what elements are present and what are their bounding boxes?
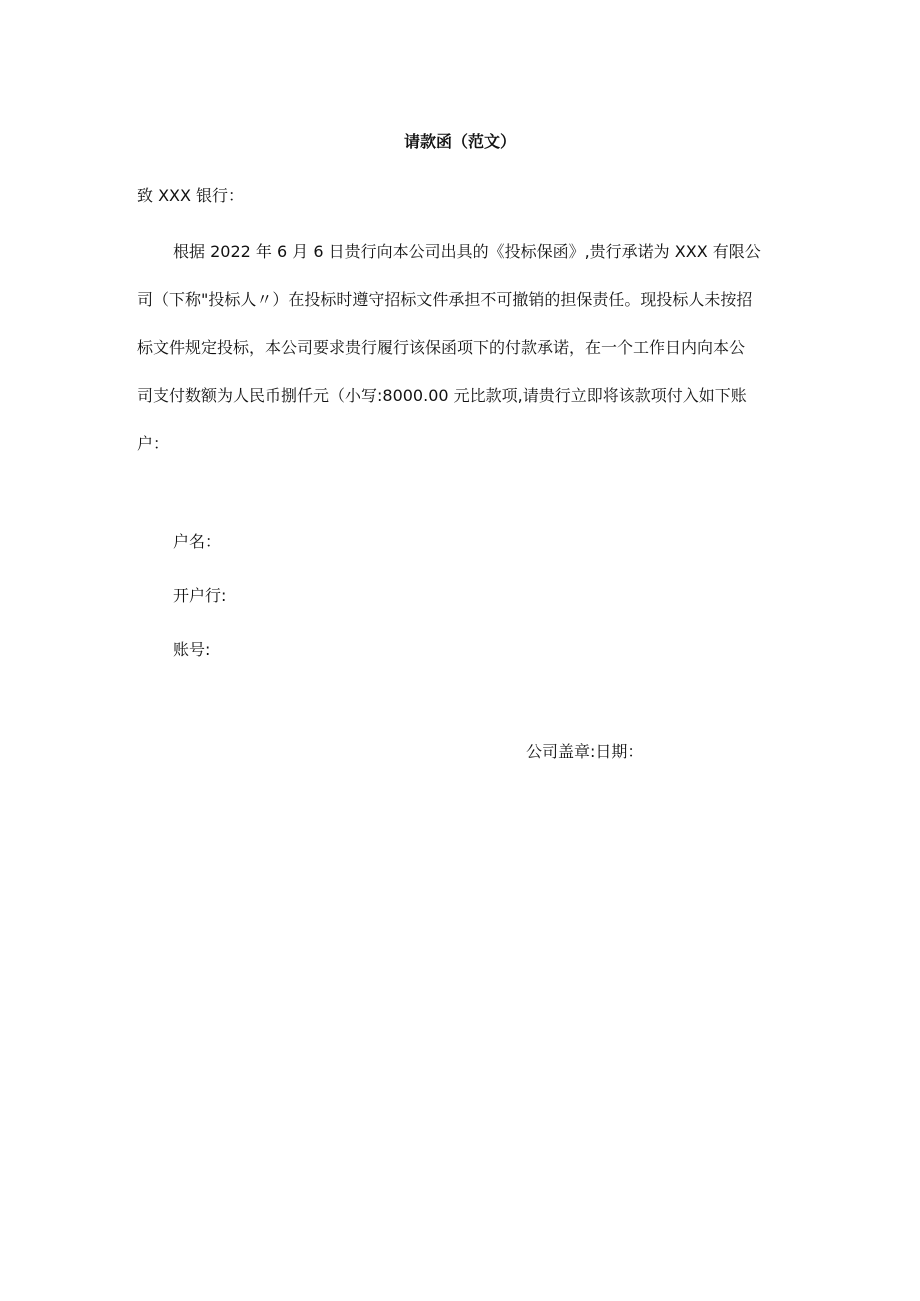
- account-number-label: 账号:: [173, 640, 211, 659]
- salutation: 致 XXX 银行：: [137, 186, 245, 205]
- company-seal-date-line: 公司盖章:日期：: [526, 742, 644, 761]
- bank-label: 开户行:: [173, 586, 227, 605]
- document-title: 请款函（范文）: [403, 132, 516, 151]
- body-line: 户：: [137, 434, 170, 453]
- body-line: 司（下称"投标人〃）在投标时遵守招标文件承担不可撤销的担保责任。现投标人未按招: [137, 290, 753, 309]
- account-name-label: 户名：: [173, 532, 222, 551]
- body-line: 标文件规定投标，本公司要求贵行履行该保函项下的付款承诺，在一个工作日内向本公: [137, 338, 746, 357]
- body-line: 根据 2022 年 6 月 6 日贵行向本公司出具的《投标保函》,贵行承诺为 XXX 有限公: [173, 242, 761, 261]
- body-paragraph: [137, 228, 787, 468]
- body-line: 司支付数额为人民币捌仟元（小写:8000.00 元比款项,请贵行立即将该款项付入如下账: [137, 386, 747, 405]
